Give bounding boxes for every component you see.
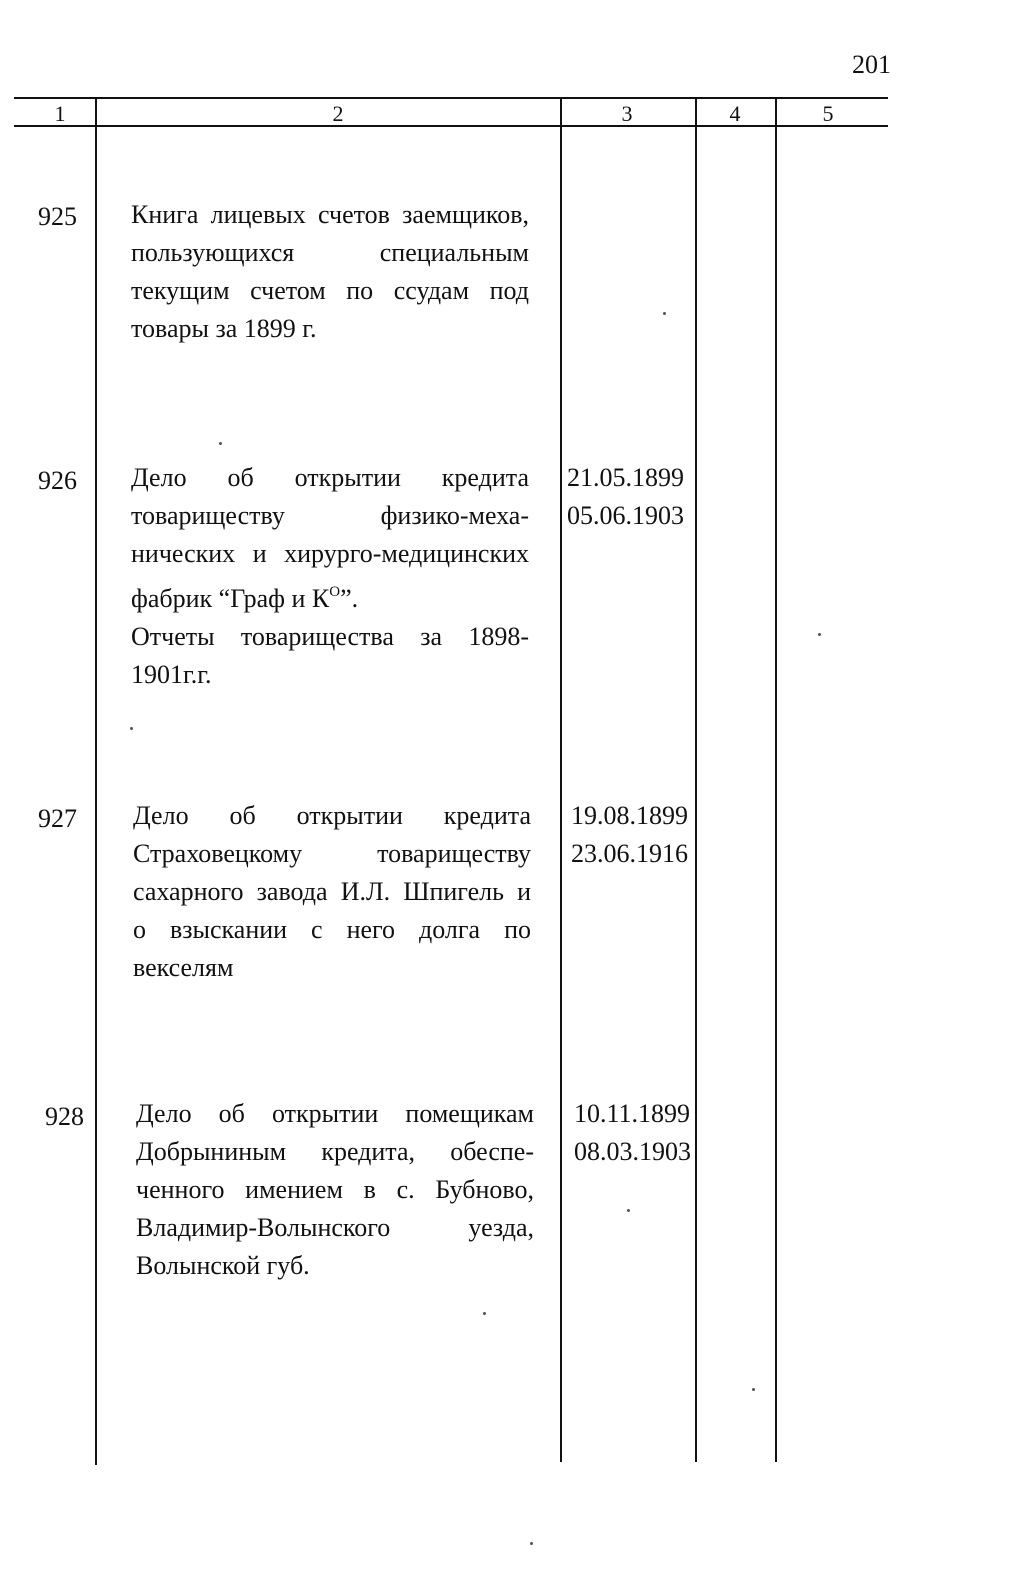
scan-speck <box>219 442 222 445</box>
scan-speck <box>130 727 133 730</box>
scan-speck <box>818 633 821 636</box>
scan-speck <box>530 1542 533 1545</box>
row-description <box>136 1095 534 1285</box>
description-line: 1901г.г. <box>131 660 212 689</box>
description-line: Дело об открытии кредита <box>133 801 531 830</box>
row-dates <box>567 459 684 535</box>
description-line: Книга лицевых счетов заемщиков, <box>131 200 529 229</box>
description-line: Владимир-Волынского уезда, <box>136 1213 534 1242</box>
description-line: Страховецкому товариществу <box>133 839 531 868</box>
scan-speck <box>752 1388 755 1391</box>
column-header-2: 2 <box>332 101 344 126</box>
description-line: нических и хирурго-медицинских <box>131 539 529 568</box>
description-line: Отчеты товарищества за 1898- <box>131 622 529 651</box>
column-header-5: 5 <box>822 101 834 126</box>
superscript: О <box>329 584 341 600</box>
row-number: 925 <box>38 202 77 231</box>
description-line: векселям <box>133 953 234 982</box>
date-start: 21.05.1899 <box>567 463 684 492</box>
row-dates <box>571 797 688 873</box>
description-line: пользующихся специальным <box>131 238 529 267</box>
column-divider-3 <box>695 97 697 1462</box>
row-number: 926 <box>38 466 77 495</box>
description-line: ченного имением в с. Бубново, <box>136 1175 534 1204</box>
column-divider-2 <box>560 97 562 1462</box>
column-header-1: 1 <box>54 101 66 126</box>
column-divider-4 <box>775 97 777 1462</box>
description-text: ”. <box>340 584 359 613</box>
date-start: 10.11.1899 <box>574 1099 691 1128</box>
row-description <box>131 459 529 694</box>
description-line: Дело об открытии кредита <box>131 463 529 492</box>
description-line: Волынской губ. <box>136 1251 310 1280</box>
column-divider-1 <box>95 97 97 1465</box>
row-number: 928 <box>45 1102 84 1131</box>
description-line: сахарного завода И.Л. Шпигель и <box>133 877 531 906</box>
date-end: 23.06.1916 <box>571 839 688 868</box>
column-header-4: 4 <box>729 101 741 126</box>
scan-speck <box>663 312 666 315</box>
header-top-rule <box>14 97 888 99</box>
description-line <box>131 573 529 618</box>
description-line: Добрыниным кредита, обеспе- <box>136 1137 534 1166</box>
row-dates <box>574 1095 691 1171</box>
description-line: товариществу физико-меха- <box>131 501 529 530</box>
date-end: 08.03.1903 <box>574 1137 691 1166</box>
description-line: о взыскании с него долга по <box>133 915 531 944</box>
header-bottom-rule <box>14 125 888 127</box>
date-start: 19.08.1899 <box>571 801 688 830</box>
row-number: 927 <box>38 804 77 833</box>
date-end: 05.06.1903 <box>567 501 684 530</box>
scan-speck <box>483 1312 486 1315</box>
description-line: текущим счетом по ссудам под <box>131 276 529 305</box>
row-description <box>133 797 531 987</box>
page-number: 201 <box>852 50 891 79</box>
description-text: фабрик “Граф и К <box>131 584 330 613</box>
column-header-3: 3 <box>621 101 633 126</box>
row-description <box>131 196 529 348</box>
description-line: товары за 1899 г. <box>131 314 317 343</box>
description-line: Дело об открытии помещикам <box>136 1099 534 1128</box>
scan-speck <box>627 1209 630 1212</box>
